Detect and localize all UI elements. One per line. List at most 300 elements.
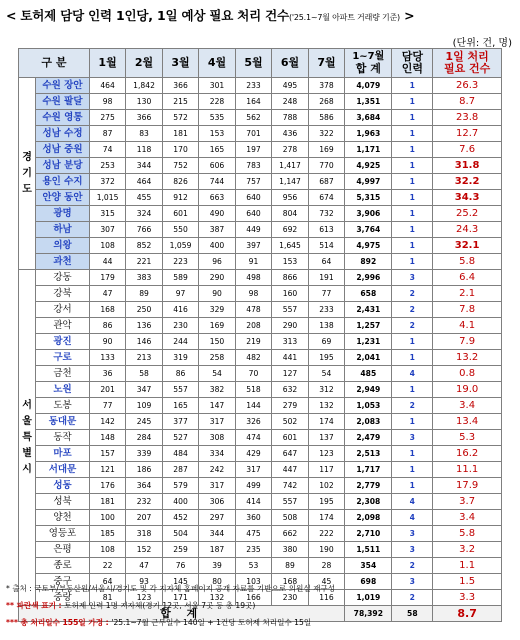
row-daily: 7.9 bbox=[433, 334, 502, 350]
row-daily: 5.8 bbox=[433, 254, 502, 270]
row-month-value: 142 bbox=[89, 414, 125, 430]
header-month: 6월 bbox=[272, 49, 308, 78]
row-month-value: 69 bbox=[308, 334, 344, 350]
row-month-value: 213 bbox=[126, 350, 162, 366]
row-month-value: 589 bbox=[162, 270, 198, 286]
footnote-text: 토허제 인력 1명 지자체(경기 12곳, 서울 7곳 등 총 19곳) bbox=[64, 601, 256, 610]
row-total: 4,925 bbox=[345, 158, 392, 174]
table-row bbox=[19, 558, 502, 574]
summary-total: 78,392 bbox=[345, 606, 392, 622]
row-month-value: 557 bbox=[272, 494, 308, 510]
row-month-value: 171 bbox=[162, 590, 198, 606]
row-name: 중구 bbox=[36, 574, 90, 590]
row-month-value: 1,059 bbox=[162, 238, 198, 254]
row-month-value: 1,645 bbox=[272, 238, 308, 254]
row-month-value: 297 bbox=[199, 510, 235, 526]
row-month-value: 364 bbox=[126, 478, 162, 494]
row-month-value: 744 bbox=[199, 174, 235, 190]
table-row bbox=[19, 206, 502, 222]
row-name: 종로 bbox=[36, 558, 90, 574]
row-name: 강동 bbox=[36, 270, 90, 286]
header-staff bbox=[392, 49, 433, 78]
row-month-value: 640 bbox=[235, 206, 271, 222]
row-total: 4,997 bbox=[345, 174, 392, 190]
row-month-value: 490 bbox=[199, 206, 235, 222]
row-month-value: 22 bbox=[89, 558, 125, 574]
row-name: 광명 bbox=[36, 206, 90, 222]
row-month-value: 313 bbox=[272, 334, 308, 350]
row-month-value: 166 bbox=[235, 590, 271, 606]
row-staff: 4 bbox=[392, 494, 433, 510]
row-month-value: 601 bbox=[162, 206, 198, 222]
row-month-value: 613 bbox=[308, 222, 344, 238]
row-total: 892 bbox=[345, 254, 392, 270]
row-staff: 1 bbox=[392, 254, 433, 270]
table-row bbox=[19, 110, 502, 126]
row-month-value: 315 bbox=[89, 206, 125, 222]
row-month-value: 86 bbox=[162, 366, 198, 382]
row-month-value: 447 bbox=[272, 462, 308, 478]
row-staff: 3 bbox=[392, 270, 433, 286]
row-month-value: 96 bbox=[199, 254, 235, 270]
row-month-value: 866 bbox=[272, 270, 308, 286]
footnote-prefix: *** 총 처리일수 155일 가정 : bbox=[6, 618, 112, 627]
row-month-value: 53 bbox=[235, 558, 271, 574]
row-month-value: 647 bbox=[272, 446, 308, 462]
row-month-value: 606 bbox=[199, 158, 235, 174]
row-staff: 1 bbox=[392, 222, 433, 238]
row-month-value: 219 bbox=[235, 334, 271, 350]
row-month-value: 366 bbox=[126, 110, 162, 126]
row-month-value: 557 bbox=[162, 382, 198, 398]
row-month-value: 242 bbox=[199, 462, 235, 478]
row-month-value: 429 bbox=[235, 446, 271, 462]
row-daily: 1.1 bbox=[433, 558, 502, 574]
row-staff: 2 bbox=[392, 398, 433, 414]
row-daily: 13.2 bbox=[433, 350, 502, 366]
row-month-value: 58 bbox=[126, 366, 162, 382]
row-daily: 12.7 bbox=[433, 126, 502, 142]
row-month-value: 170 bbox=[162, 142, 198, 158]
row-name: 동작 bbox=[36, 430, 90, 446]
header-daily bbox=[433, 49, 502, 78]
row-month-value: 174 bbox=[308, 414, 344, 430]
title-period: ('25.1~7월 아파트 거래량 기준) bbox=[288, 13, 400, 22]
page-title bbox=[6, 6, 514, 24]
row-month-value: 518 bbox=[235, 382, 271, 398]
row-daily: 3.7 bbox=[433, 494, 502, 510]
row-month-value: 475 bbox=[235, 526, 271, 542]
row-total: 2,098 bbox=[345, 510, 392, 526]
row-month-value: 752 bbox=[162, 158, 198, 174]
row-month-value: 190 bbox=[308, 542, 344, 558]
row-month-value: 372 bbox=[89, 174, 125, 190]
row-month-value: 692 bbox=[272, 222, 308, 238]
row-month-value: 191 bbox=[308, 270, 344, 286]
row-name: 동대문 bbox=[36, 414, 90, 430]
row-month-value: 137 bbox=[308, 430, 344, 446]
table-row bbox=[19, 270, 502, 286]
row-month-value: 550 bbox=[162, 222, 198, 238]
row-month-value: 169 bbox=[199, 318, 235, 334]
row-month-value: 147 bbox=[199, 398, 235, 414]
table-row bbox=[19, 78, 502, 94]
row-month-value: 144 bbox=[235, 398, 271, 414]
title-main: < 토허제 담당 인력 1인당, 1일 예상 필요 처리 건수 bbox=[6, 8, 289, 23]
row-month-value: 123 bbox=[308, 446, 344, 462]
row-month-value: 322 bbox=[308, 126, 344, 142]
footnote bbox=[6, 614, 516, 631]
row-daily: 3.3 bbox=[433, 590, 502, 606]
row-month-value: 127 bbox=[272, 366, 308, 382]
row-daily: 3.2 bbox=[433, 542, 502, 558]
table-row bbox=[19, 190, 502, 206]
row-total: 3,764 bbox=[345, 222, 392, 238]
row-month-value: 116 bbox=[308, 590, 344, 606]
row-month-value: 416 bbox=[162, 302, 198, 318]
row-name: 광진 bbox=[36, 334, 90, 350]
row-total: 1,171 bbox=[345, 142, 392, 158]
row-staff: 1 bbox=[392, 190, 433, 206]
row-month-value: 956 bbox=[272, 190, 308, 206]
row-total: 2,996 bbox=[345, 270, 392, 286]
row-name: 과천 bbox=[36, 254, 90, 270]
row-staff: 2 bbox=[392, 558, 433, 574]
row-month-value: 245 bbox=[126, 414, 162, 430]
row-month-value: 185 bbox=[89, 526, 125, 542]
row-month-value: 81 bbox=[89, 590, 125, 606]
summary-daily: 8.7 bbox=[433, 606, 502, 622]
row-staff: 1 bbox=[392, 78, 433, 94]
row-month-value: 174 bbox=[308, 510, 344, 526]
header-month: 3월 bbox=[162, 49, 198, 78]
row-month-value: 319 bbox=[162, 350, 198, 366]
row-staff: 3 bbox=[392, 526, 433, 542]
row-daily: 3.4 bbox=[433, 398, 502, 414]
row-name: 노원 bbox=[36, 382, 90, 398]
row-name: 하남 bbox=[36, 222, 90, 238]
row-name: 성동 bbox=[36, 478, 90, 494]
row-staff: 1 bbox=[392, 334, 433, 350]
row-month-value: 504 bbox=[162, 526, 198, 542]
table-row bbox=[19, 334, 502, 350]
row-month-value: 912 bbox=[162, 190, 198, 206]
row-month-value: 826 bbox=[162, 174, 198, 190]
row-month-value: 301 bbox=[199, 78, 235, 94]
row-month-value: 195 bbox=[308, 494, 344, 510]
row-name: 성남 중원 bbox=[36, 142, 90, 158]
header-total-line2: 합 계 bbox=[355, 62, 381, 75]
row-month-value: 400 bbox=[199, 238, 235, 254]
row-staff: 4 bbox=[392, 366, 433, 382]
table-row bbox=[19, 398, 502, 414]
row-total: 4,975 bbox=[345, 238, 392, 254]
row-month-value: 334 bbox=[199, 446, 235, 462]
row-name: 안양 동안 bbox=[36, 190, 90, 206]
row-total: 1,053 bbox=[345, 398, 392, 414]
row-staff: 3 bbox=[392, 542, 433, 558]
row-month-value: 70 bbox=[235, 366, 271, 382]
row-month-value: 207 bbox=[126, 510, 162, 526]
summary-staff: 58 bbox=[392, 606, 433, 622]
row-month-value: 133 bbox=[89, 350, 125, 366]
row-month-value: 89 bbox=[272, 558, 308, 574]
row-month-value: 90 bbox=[89, 334, 125, 350]
header-staff-line1: 담당 bbox=[401, 50, 423, 63]
row-daily: 7.8 bbox=[433, 302, 502, 318]
row-month-value: 93 bbox=[126, 574, 162, 590]
row-staff: 1 bbox=[392, 414, 433, 430]
row-month-value: 317 bbox=[199, 414, 235, 430]
row-month-value: 495 bbox=[272, 78, 308, 94]
row-daily: 25.2 bbox=[433, 206, 502, 222]
row-month-value: 1,417 bbox=[272, 158, 308, 174]
row-month-value: 464 bbox=[89, 78, 125, 94]
row-staff: 1 bbox=[392, 462, 433, 478]
row-name: 중랑 bbox=[36, 590, 90, 606]
row-month-value: 90 bbox=[199, 286, 235, 302]
row-total: 1,257 bbox=[345, 318, 392, 334]
footnote bbox=[6, 597, 516, 614]
row-month-value: 165 bbox=[199, 142, 235, 158]
row-staff: 1 bbox=[392, 142, 433, 158]
table-row bbox=[19, 414, 502, 430]
summary-label: 합 계 bbox=[19, 606, 345, 622]
table-row bbox=[19, 286, 502, 302]
row-month-value: 601 bbox=[272, 430, 308, 446]
row-month-value: 366 bbox=[162, 78, 198, 94]
row-daily: 16.2 bbox=[433, 446, 502, 462]
row-month-value: 508 bbox=[272, 510, 308, 526]
row-month-value: 47 bbox=[126, 558, 162, 574]
row-daily: 0.8 bbox=[433, 366, 502, 382]
row-total: 2,083 bbox=[345, 414, 392, 430]
row-total: 2,710 bbox=[345, 526, 392, 542]
staffing-table bbox=[18, 48, 502, 622]
table-row bbox=[19, 366, 502, 382]
row-daily: 4.1 bbox=[433, 318, 502, 334]
row-month-value: 253 bbox=[89, 158, 125, 174]
row-month-value: 64 bbox=[89, 574, 125, 590]
row-month-value: 770 bbox=[308, 158, 344, 174]
row-total: 2,431 bbox=[345, 302, 392, 318]
row-name: 영등포 bbox=[36, 526, 90, 542]
row-staff: 1 bbox=[392, 174, 433, 190]
row-month-value: 464 bbox=[126, 174, 162, 190]
row-month-value: 572 bbox=[162, 110, 198, 126]
row-total: 485 bbox=[345, 366, 392, 382]
row-month-value: 148 bbox=[89, 430, 125, 446]
row-month-value: 474 bbox=[235, 430, 271, 446]
table-row bbox=[19, 222, 502, 238]
row-total: 1,231 bbox=[345, 334, 392, 350]
row-total: 354 bbox=[345, 558, 392, 574]
row-total: 2,513 bbox=[345, 446, 392, 462]
table-row bbox=[19, 542, 502, 558]
row-staff: 2 bbox=[392, 286, 433, 302]
footnote-prefix: ** 파란색 표기 : bbox=[6, 601, 65, 610]
row-month-value: 132 bbox=[308, 398, 344, 414]
row-total: 1,717 bbox=[345, 462, 392, 478]
row-name: 수원 팔달 bbox=[36, 94, 90, 110]
row-month-value: 788 bbox=[272, 110, 308, 126]
row-month-value: 138 bbox=[308, 318, 344, 334]
row-staff: 1 bbox=[392, 350, 433, 366]
row-month-value: 312 bbox=[308, 382, 344, 398]
row-month-value: 339 bbox=[126, 446, 162, 462]
row-month-value: 380 bbox=[272, 542, 308, 558]
row-name: 금천 bbox=[36, 366, 90, 382]
table-body bbox=[19, 78, 502, 622]
region-group-label: 경 기 도 bbox=[19, 78, 36, 270]
row-name: 양천 bbox=[36, 510, 90, 526]
row-month-value: 662 bbox=[272, 526, 308, 542]
header-staff-line2: 인력 bbox=[401, 62, 423, 75]
row-month-value: 287 bbox=[162, 462, 198, 478]
row-daily: 2.1 bbox=[433, 286, 502, 302]
row-month-value: 54 bbox=[308, 366, 344, 382]
row-month-value: 168 bbox=[272, 574, 308, 590]
row-month-value: 414 bbox=[235, 494, 271, 510]
table-row bbox=[19, 494, 502, 510]
row-month-value: 98 bbox=[235, 286, 271, 302]
row-month-value: 290 bbox=[272, 318, 308, 334]
row-month-value: 455 bbox=[126, 190, 162, 206]
row-month-value: 326 bbox=[235, 414, 271, 430]
row-month-value: 783 bbox=[235, 158, 271, 174]
row-month-value: 562 bbox=[235, 110, 271, 126]
row-month-value: 223 bbox=[162, 254, 198, 270]
row-month-value: 317 bbox=[199, 478, 235, 494]
row-month-value: 103 bbox=[235, 574, 271, 590]
row-total: 2,041 bbox=[345, 350, 392, 366]
row-month-value: 499 bbox=[235, 478, 271, 494]
row-staff: 1 bbox=[392, 94, 433, 110]
row-month-value: 306 bbox=[199, 494, 235, 510]
row-total: 658 bbox=[345, 286, 392, 302]
row-month-value: 77 bbox=[308, 286, 344, 302]
header-daily-line1: 1일 처리 bbox=[445, 50, 489, 63]
row-month-value: 168 bbox=[89, 302, 125, 318]
row-month-value: 187 bbox=[199, 542, 235, 558]
row-month-value: 121 bbox=[89, 462, 125, 478]
row-total: 2,308 bbox=[345, 494, 392, 510]
row-month-value: 766 bbox=[126, 222, 162, 238]
row-month-value: 308 bbox=[199, 430, 235, 446]
row-month-value: 47 bbox=[89, 286, 125, 302]
footnotes bbox=[6, 580, 516, 631]
header-month: 1월 bbox=[89, 49, 125, 78]
row-total: 2,949 bbox=[345, 382, 392, 398]
row-name: 수원 영통 bbox=[36, 110, 90, 126]
row-month-value: 108 bbox=[89, 542, 125, 558]
row-staff: 1 bbox=[392, 478, 433, 494]
row-month-value: 344 bbox=[126, 158, 162, 174]
row-name: 성남 분당 bbox=[36, 158, 90, 174]
row-month-value: 324 bbox=[126, 206, 162, 222]
row-total: 1,511 bbox=[345, 542, 392, 558]
table-row bbox=[19, 254, 502, 270]
row-name: 성남 수정 bbox=[36, 126, 90, 142]
row-month-value: 44 bbox=[89, 254, 125, 270]
row-daily: 6.4 bbox=[433, 270, 502, 286]
table-row bbox=[19, 142, 502, 158]
row-month-value: 441 bbox=[272, 350, 308, 366]
row-name: 성북 bbox=[36, 494, 90, 510]
row-daily: 5.3 bbox=[433, 430, 502, 446]
row-month-value: 221 bbox=[126, 254, 162, 270]
row-month-value: 674 bbox=[308, 190, 344, 206]
row-month-value: 557 bbox=[272, 302, 308, 318]
row-month-value: 153 bbox=[272, 254, 308, 270]
row-month-value: 91 bbox=[235, 254, 271, 270]
header-total bbox=[345, 49, 392, 78]
row-month-value: 109 bbox=[126, 398, 162, 414]
row-daily: 34.3 bbox=[433, 190, 502, 206]
row-month-value: 318 bbox=[126, 526, 162, 542]
row-daily: 31.8 bbox=[433, 158, 502, 174]
row-month-value: 150 bbox=[199, 334, 235, 350]
row-month-value: 117 bbox=[308, 462, 344, 478]
row-total: 698 bbox=[345, 574, 392, 590]
row-month-value: 687 bbox=[308, 174, 344, 190]
row-month-value: 89 bbox=[126, 286, 162, 302]
row-month-value: 347 bbox=[126, 382, 162, 398]
row-month-value: 132 bbox=[199, 590, 235, 606]
row-month-value: 153 bbox=[199, 126, 235, 142]
row-staff: 1 bbox=[392, 126, 433, 142]
table-row bbox=[19, 446, 502, 462]
row-staff: 1 bbox=[392, 110, 433, 126]
row-month-value: 498 bbox=[235, 270, 271, 286]
row-month-value: 160 bbox=[272, 286, 308, 302]
row-month-value: 452 bbox=[162, 510, 198, 526]
row-month-value: 275 bbox=[89, 110, 125, 126]
row-month-value: 83 bbox=[126, 126, 162, 142]
footnote bbox=[6, 580, 516, 597]
row-month-value: 360 bbox=[235, 510, 271, 526]
table-row bbox=[19, 318, 502, 334]
row-month-value: 74 bbox=[89, 142, 125, 158]
table-row bbox=[19, 302, 502, 318]
row-month-value: 222 bbox=[308, 526, 344, 542]
row-staff: 2 bbox=[392, 590, 433, 606]
row-month-value: 123 bbox=[126, 590, 162, 606]
row-month-value: 268 bbox=[308, 94, 344, 110]
row-month-value: 484 bbox=[162, 446, 198, 462]
row-month-value: 176 bbox=[89, 478, 125, 494]
row-staff: 1 bbox=[392, 446, 433, 462]
row-month-value: 382 bbox=[199, 382, 235, 398]
row-month-value: 201 bbox=[89, 382, 125, 398]
row-month-value: 278 bbox=[272, 142, 308, 158]
row-month-value: 663 bbox=[199, 190, 235, 206]
row-month-value: 164 bbox=[235, 94, 271, 110]
row-name: 마포 bbox=[36, 446, 90, 462]
row-month-value: 383 bbox=[126, 270, 162, 286]
row-month-value: 527 bbox=[162, 430, 198, 446]
row-month-value: 87 bbox=[89, 126, 125, 142]
row-name: 의왕 bbox=[36, 238, 90, 254]
row-month-value: 197 bbox=[235, 142, 271, 158]
row-month-value: 108 bbox=[89, 238, 125, 254]
table-row bbox=[19, 126, 502, 142]
row-month-value: 233 bbox=[308, 302, 344, 318]
row-total: 4,079 bbox=[345, 78, 392, 94]
row-month-value: 244 bbox=[162, 334, 198, 350]
row-month-value: 732 bbox=[308, 206, 344, 222]
row-month-value: 478 bbox=[235, 302, 271, 318]
